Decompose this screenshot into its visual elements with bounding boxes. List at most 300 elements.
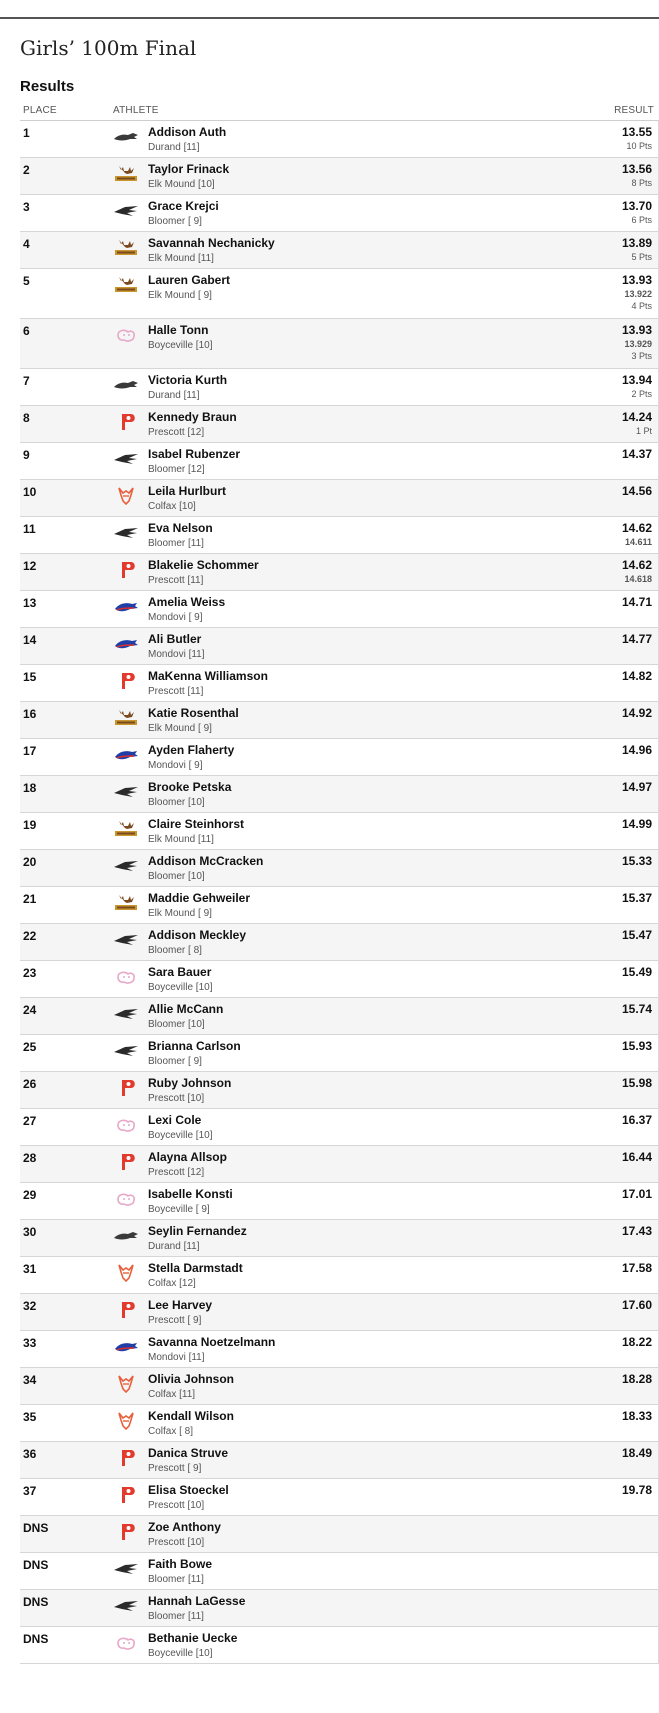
bloomer-blackhawk-logo-icon bbox=[113, 1005, 139, 1023]
athlete-name-link[interactable]: Olivia Johnson bbox=[148, 1372, 235, 1386]
result-cell bbox=[622, 1150, 652, 1165]
table-row bbox=[20, 998, 659, 1035]
points-value: 5 Pts bbox=[631, 252, 652, 262]
place-cell: DNS bbox=[23, 1595, 49, 1609]
colfax-viking-logo-icon bbox=[113, 487, 139, 505]
team-name-link[interactable]: Mondovi [ 9] bbox=[148, 612, 203, 623]
top-divider bbox=[0, 17, 659, 19]
prescott-p-logo-icon bbox=[113, 1301, 139, 1319]
elk-mound-mounders-logo-icon bbox=[113, 820, 139, 838]
page-title: Girls’ 100m Final bbox=[20, 36, 197, 60]
result-mark: 14.92 bbox=[621, 706, 652, 720]
result-mark: 18.22 bbox=[621, 1335, 652, 1349]
result-mark: 14.71 bbox=[621, 595, 652, 609]
place-cell: 4 bbox=[23, 237, 30, 251]
team-name-link[interactable]: Bloomer [10] bbox=[148, 1019, 205, 1030]
result-mark: 13.56 bbox=[621, 162, 652, 176]
athlete-name-link[interactable]: Lexi Cole bbox=[148, 1113, 202, 1127]
athlete-name-link[interactable]: Kennedy Braun bbox=[148, 410, 237, 424]
result-cell bbox=[622, 928, 652, 943]
team-name-link[interactable]: Prescott [10] bbox=[148, 1093, 205, 1104]
table-row bbox=[20, 887, 659, 924]
table-row bbox=[20, 1257, 659, 1294]
table-row bbox=[20, 269, 659, 319]
result-cell bbox=[622, 323, 652, 362]
place-cell: 13 bbox=[23, 596, 37, 610]
place-cell: 15 bbox=[23, 670, 37, 684]
elk-mound-mounders-logo-icon bbox=[113, 894, 139, 912]
points-value: 8 Pts bbox=[631, 178, 652, 188]
points-value: 1 Pt bbox=[635, 426, 652, 436]
team-name-link[interactable]: Boyceville [10] bbox=[148, 982, 213, 993]
table-row bbox=[20, 1553, 659, 1590]
result-cell bbox=[622, 1187, 652, 1202]
team-name-link[interactable]: Prescott [11] bbox=[148, 575, 204, 586]
athlete-name-link[interactable]: Halle Tonn bbox=[148, 323, 209, 337]
table-row bbox=[20, 1479, 659, 1516]
colfax-viking-logo-icon bbox=[113, 1375, 139, 1393]
table-row bbox=[20, 591, 659, 628]
place-cell: 6 bbox=[23, 324, 30, 338]
result-cell bbox=[622, 965, 652, 980]
column-header-place: PLACE bbox=[23, 105, 57, 116]
team-name-link[interactable]: Prescott [ 9] bbox=[148, 1315, 202, 1326]
column-header-result: RESULT bbox=[614, 105, 654, 116]
bloomer-blackhawk-logo-icon bbox=[113, 1042, 139, 1060]
tiebreak-time: 14.618 bbox=[624, 574, 652, 584]
boyceville-bulldog-logo-icon bbox=[113, 968, 139, 986]
athlete-name-link[interactable]: Isabelle Konsti bbox=[148, 1187, 233, 1201]
result-mark: 18.49 bbox=[621, 1446, 652, 1460]
result-cell bbox=[622, 1076, 652, 1091]
place-cell: 31 bbox=[23, 1262, 37, 1276]
result-cell bbox=[622, 891, 652, 906]
athlete-name-link[interactable]: Faith Bowe bbox=[148, 1557, 213, 1571]
result-mark: 18.33 bbox=[621, 1409, 652, 1423]
result-mark: 14.37 bbox=[621, 447, 652, 461]
team-name-link[interactable]: Colfax [ 8] bbox=[148, 1426, 194, 1437]
colfax-viking-logo-icon bbox=[113, 1412, 139, 1430]
table-row bbox=[20, 813, 659, 850]
table-row bbox=[20, 1183, 659, 1220]
result-mark: 14.62 bbox=[621, 521, 652, 535]
athlete-name-link[interactable]: Brianna Carlson bbox=[148, 1039, 241, 1053]
team-name-link[interactable]: Mondovi [11] bbox=[148, 649, 205, 660]
athlete-name-link[interactable]: Addison Meckley bbox=[148, 928, 247, 942]
place-cell: 9 bbox=[23, 448, 30, 462]
athlete-name-link[interactable]: Allie McCann bbox=[148, 1002, 224, 1016]
place-cell: 5 bbox=[23, 274, 30, 288]
athlete-name-link[interactable]: Stella Darmstadt bbox=[148, 1261, 243, 1275]
athlete-name-link[interactable]: Brooke Petska bbox=[148, 780, 232, 794]
place-cell: 1 bbox=[23, 126, 30, 140]
place-cell: 19 bbox=[23, 818, 37, 832]
athlete-name-link[interactable]: MaKenna Williamson bbox=[148, 669, 268, 683]
prescott-p-logo-icon bbox=[113, 1079, 139, 1097]
result-cell bbox=[622, 1039, 652, 1054]
prescott-p-logo-icon bbox=[113, 1486, 139, 1504]
table-row bbox=[20, 480, 659, 517]
mondovi-buffalo-logo-icon bbox=[113, 746, 139, 764]
team-name-link[interactable]: Elk Mound [ 9] bbox=[148, 290, 212, 301]
bloomer-blackhawk-logo-icon bbox=[113, 202, 139, 220]
result-mark: 17.43 bbox=[621, 1224, 652, 1238]
result-cell bbox=[622, 1335, 652, 1350]
colfax-viking-logo-icon bbox=[113, 1264, 139, 1282]
table-row bbox=[20, 1035, 659, 1072]
table-row bbox=[20, 158, 659, 195]
table-row bbox=[20, 406, 659, 443]
table-row bbox=[20, 195, 659, 232]
result-cell bbox=[622, 1224, 652, 1239]
boyceville-bulldog-logo-icon bbox=[113, 1116, 139, 1134]
bloomer-blackhawk-logo-icon bbox=[113, 783, 139, 801]
points-value: 6 Pts bbox=[631, 215, 652, 225]
athlete-name-link[interactable]: Addison Auth bbox=[148, 125, 227, 139]
results-table bbox=[20, 100, 659, 1664]
athlete-name-link[interactable]: Ali Butler bbox=[148, 632, 202, 646]
result-cell bbox=[622, 162, 652, 189]
place-cell: 16 bbox=[23, 707, 37, 721]
tiebreak-time: 13.929 bbox=[624, 339, 652, 349]
result-cell bbox=[622, 236, 652, 263]
place-cell: 29 bbox=[23, 1188, 37, 1202]
athlete-name-link[interactable]: Grace Krejci bbox=[148, 199, 219, 213]
team-name-link[interactable]: Mondovi [ 9] bbox=[148, 760, 203, 771]
athlete-name-link[interactable]: Zoe Anthony bbox=[148, 1520, 221, 1534]
result-mark: 15.49 bbox=[621, 965, 652, 979]
prescott-p-logo-icon bbox=[113, 1523, 139, 1541]
place-cell: 10 bbox=[23, 485, 37, 499]
place-cell: 11 bbox=[23, 522, 36, 536]
table-row bbox=[20, 1442, 659, 1479]
boyceville-bulldog-logo-icon bbox=[113, 326, 139, 344]
result-mark: 13.94 bbox=[621, 373, 652, 387]
table-row bbox=[20, 554, 659, 591]
team-name-link[interactable]: Durand [11] bbox=[148, 142, 200, 153]
team-name-link[interactable]: Boyceville [10] bbox=[148, 1130, 213, 1141]
athlete-name-link[interactable]: Kendall Wilson bbox=[148, 1409, 234, 1423]
result-mark: 13.93 bbox=[621, 323, 652, 337]
team-name-link[interactable]: Bloomer [ 9] bbox=[148, 1056, 202, 1067]
prescott-p-logo-icon bbox=[113, 672, 139, 690]
athlete-name-link[interactable]: Eva Nelson bbox=[148, 521, 213, 535]
table-row bbox=[20, 924, 659, 961]
bloomer-blackhawk-logo-icon bbox=[113, 450, 139, 468]
result-mark: 14.96 bbox=[621, 743, 652, 757]
result-cell bbox=[622, 595, 652, 610]
place-cell: 7 bbox=[23, 374, 30, 388]
table-row bbox=[20, 1516, 659, 1553]
team-name-link[interactable]: Bloomer [ 9] bbox=[148, 216, 202, 227]
team-name-link[interactable]: Durand [11] bbox=[148, 1241, 200, 1252]
result-cell bbox=[622, 854, 652, 869]
team-name-link[interactable]: Bloomer [11] bbox=[148, 1611, 204, 1622]
result-cell bbox=[622, 1483, 652, 1498]
team-name-link[interactable]: Boyceville [10] bbox=[148, 340, 213, 351]
result-mark: 15.74 bbox=[621, 1002, 652, 1016]
result-mark: 14.99 bbox=[621, 817, 652, 831]
team-name-link[interactable]: Elk Mound [ 9] bbox=[148, 723, 212, 734]
boyceville-bulldog-logo-icon bbox=[113, 1634, 139, 1652]
table-row bbox=[20, 739, 659, 776]
team-name-link[interactable]: Bloomer [11] bbox=[148, 538, 204, 549]
table-row bbox=[20, 443, 659, 480]
tiebreak-time: 13.922 bbox=[624, 289, 652, 299]
team-name-link[interactable]: Bloomer [12] bbox=[148, 464, 205, 475]
place-cell: 8 bbox=[23, 411, 30, 425]
table-row bbox=[20, 776, 659, 813]
place-cell: 3 bbox=[23, 200, 30, 214]
place-cell: 28 bbox=[23, 1151, 37, 1165]
athlete-name-link[interactable]: Amelia Weiss bbox=[148, 595, 226, 609]
durand-panther-logo-icon bbox=[113, 1227, 139, 1245]
place-cell: 32 bbox=[23, 1299, 37, 1313]
team-name-link[interactable]: Colfax [10] bbox=[148, 501, 196, 512]
place-cell: 21 bbox=[23, 892, 37, 906]
team-name-link[interactable]: Prescott [10] bbox=[148, 1500, 205, 1511]
result-mark: 16.37 bbox=[621, 1113, 652, 1127]
table-row bbox=[20, 319, 659, 369]
athlete-name-link[interactable]: Lauren Gabert bbox=[148, 273, 231, 287]
result-cell bbox=[622, 669, 652, 684]
elk-mound-mounders-logo-icon bbox=[113, 165, 139, 183]
team-name-link[interactable]: Bloomer [11] bbox=[148, 1574, 204, 1585]
team-name-link[interactable]: Elk Mound [ 9] bbox=[148, 908, 212, 919]
points-value: 2 Pts bbox=[631, 389, 652, 399]
result-mark: 15.37 bbox=[621, 891, 652, 905]
place-cell: 18 bbox=[23, 781, 37, 795]
team-name-link[interactable]: Colfax [12] bbox=[148, 1278, 196, 1289]
points-value: 10 Pts bbox=[626, 141, 652, 151]
athlete-name-link[interactable]: Isabel Rubenzer bbox=[148, 447, 241, 461]
result-cell bbox=[622, 1261, 652, 1276]
result-mark: 17.01 bbox=[621, 1187, 652, 1201]
place-cell: 37 bbox=[23, 1484, 37, 1498]
athlete-name-link[interactable]: Hannah LaGesse bbox=[148, 1594, 246, 1608]
team-name-link[interactable]: Boyceville [10] bbox=[148, 1648, 213, 1659]
table-row bbox=[20, 1590, 659, 1627]
athlete-name-link[interactable]: Claire Steinhorst bbox=[148, 817, 245, 831]
athlete-name-link[interactable]: Leila Hurlburt bbox=[148, 484, 227, 498]
result-cell bbox=[622, 632, 652, 647]
place-cell: 34 bbox=[23, 1373, 37, 1387]
bloomer-blackhawk-logo-icon bbox=[113, 1597, 139, 1615]
result-mark: 14.82 bbox=[621, 669, 652, 683]
prescott-p-logo-icon bbox=[113, 413, 139, 431]
result-cell bbox=[622, 199, 652, 226]
result-cell bbox=[622, 817, 652, 832]
athlete-name-link[interactable]: Taylor Frinack bbox=[148, 162, 230, 176]
result-mark: 14.56 bbox=[621, 484, 652, 498]
result-mark: 17.60 bbox=[621, 1298, 652, 1312]
team-name-link[interactable]: Prescott [12] bbox=[148, 427, 205, 438]
result-cell bbox=[622, 125, 652, 152]
table-row bbox=[20, 702, 659, 739]
place-cell: DNS bbox=[23, 1558, 49, 1572]
place-cell: 17 bbox=[23, 744, 37, 758]
result-cell bbox=[622, 1113, 652, 1128]
athlete-name-link[interactable]: Savannah Nechanicky bbox=[148, 236, 275, 250]
athlete-name-link[interactable]: Addison McCracken bbox=[148, 854, 264, 868]
athlete-name-link[interactable]: Ruby Johnson bbox=[148, 1076, 232, 1090]
table-row bbox=[20, 1405, 659, 1442]
result-mark: 15.93 bbox=[621, 1039, 652, 1053]
athlete-name-link[interactable]: Danica Struve bbox=[148, 1446, 229, 1460]
athlete-name-link[interactable]: Lee Harvey bbox=[148, 1298, 213, 1312]
place-cell: DNS bbox=[23, 1632, 49, 1646]
team-name-link[interactable]: Elk Mound [10] bbox=[148, 179, 215, 190]
result-mark: 13.70 bbox=[621, 199, 652, 213]
team-name-link[interactable]: Prescott [10] bbox=[148, 1537, 205, 1548]
athlete-name-link[interactable]: Elisa Stoeckel bbox=[148, 1483, 229, 1497]
athlete-name-link[interactable]: Katie Rosenthal bbox=[148, 706, 239, 720]
table-row bbox=[20, 1294, 659, 1331]
team-name-link[interactable]: Boyceville [ 9] bbox=[148, 1204, 210, 1215]
prescott-p-logo-icon bbox=[113, 1153, 139, 1171]
place-cell: 27 bbox=[23, 1114, 37, 1128]
table-row bbox=[20, 850, 659, 887]
prescott-p-logo-icon bbox=[113, 561, 139, 579]
place-cell: 35 bbox=[23, 1410, 37, 1424]
team-name-link[interactable]: Bloomer [ 8] bbox=[148, 945, 202, 956]
result-cell bbox=[622, 1002, 652, 1017]
place-cell: 23 bbox=[23, 966, 37, 980]
table-row bbox=[20, 1368, 659, 1405]
result-mark: 14.62 bbox=[621, 558, 652, 572]
result-mark: 14.77 bbox=[621, 632, 652, 646]
table-row bbox=[20, 232, 659, 269]
team-name-link[interactable]: Colfax [11] bbox=[148, 1389, 196, 1400]
result-cell bbox=[622, 706, 652, 721]
points-value: 4 Pts bbox=[631, 301, 652, 311]
athlete-name-link[interactable]: Savanna Noetzelmann bbox=[148, 1335, 276, 1349]
result-cell bbox=[622, 558, 652, 585]
mondovi-buffalo-logo-icon bbox=[113, 598, 139, 616]
team-name-link[interactable]: Bloomer [10] bbox=[148, 871, 205, 882]
result-cell bbox=[622, 743, 652, 758]
team-name-link[interactable]: Elk Mound [11] bbox=[148, 834, 214, 845]
athlete-name-link[interactable]: Seylin Fernandez bbox=[148, 1224, 247, 1238]
team-name-link[interactable]: Elk Mound [11] bbox=[148, 253, 214, 264]
athlete-name-link[interactable]: Maddie Gehweiler bbox=[148, 891, 251, 905]
result-mark: 16.44 bbox=[621, 1150, 652, 1164]
result-mark: 19.78 bbox=[621, 1483, 652, 1497]
results-rows bbox=[20, 121, 659, 1664]
place-cell: DNS bbox=[23, 1521, 49, 1535]
result-mark: 15.47 bbox=[621, 928, 652, 942]
result-cell bbox=[622, 1409, 652, 1424]
table-row bbox=[20, 517, 659, 554]
place-cell: 26 bbox=[23, 1077, 37, 1091]
table-row bbox=[20, 369, 659, 406]
bloomer-blackhawk-logo-icon bbox=[113, 1560, 139, 1578]
elk-mound-mounders-logo-icon bbox=[113, 239, 139, 257]
table-row bbox=[20, 121, 659, 158]
table-row bbox=[20, 665, 659, 702]
result-mark: 13.93 bbox=[621, 273, 652, 287]
result-cell bbox=[622, 447, 652, 462]
mondovi-buffalo-logo-icon bbox=[113, 1338, 139, 1356]
elk-mound-mounders-logo-icon bbox=[113, 709, 139, 727]
points-value: 3 Pts bbox=[631, 351, 652, 361]
place-cell: 24 bbox=[23, 1003, 37, 1017]
table-header bbox=[20, 100, 659, 121]
table-row bbox=[20, 1220, 659, 1257]
place-cell: 30 bbox=[23, 1225, 37, 1239]
mondovi-buffalo-logo-icon bbox=[113, 635, 139, 653]
result-mark: 18.28 bbox=[621, 1372, 652, 1386]
bloomer-blackhawk-logo-icon bbox=[113, 931, 139, 949]
table-row bbox=[20, 628, 659, 665]
table-row bbox=[20, 1331, 659, 1368]
team-name-link[interactable]: Mondovi [11] bbox=[148, 1352, 205, 1363]
result-cell bbox=[622, 521, 652, 548]
team-name-link[interactable]: Prescott [12] bbox=[148, 1167, 205, 1178]
result-cell bbox=[622, 780, 652, 795]
athlete-name-link[interactable]: Victoria Kurth bbox=[148, 373, 228, 387]
table-row bbox=[20, 1109, 659, 1146]
athlete-name-link[interactable]: Alayna Allsop bbox=[148, 1150, 227, 1164]
athlete-name-link[interactable]: Sara Bauer bbox=[148, 965, 212, 979]
result-cell bbox=[622, 484, 652, 499]
tiebreak-time: 14.611 bbox=[624, 537, 652, 547]
result-cell bbox=[622, 1298, 652, 1313]
prescott-p-logo-icon bbox=[113, 1449, 139, 1467]
result-mark: 14.97 bbox=[621, 780, 652, 794]
result-mark: 13.55 bbox=[621, 125, 652, 139]
result-cell bbox=[622, 273, 652, 312]
table-row bbox=[20, 1146, 659, 1183]
athlete-name-link[interactable]: Bethanie Uecke bbox=[148, 1631, 238, 1645]
result-mark: 13.89 bbox=[621, 236, 652, 250]
table-row bbox=[20, 1627, 659, 1664]
section-title: Results bbox=[20, 78, 75, 95]
result-mark: 15.98 bbox=[621, 1076, 652, 1090]
boyceville-bulldog-logo-icon bbox=[113, 1190, 139, 1208]
durand-panther-logo-icon bbox=[113, 376, 139, 394]
athlete-name-link[interactable]: Ayden Flaherty bbox=[148, 743, 235, 757]
team-name-link[interactable]: Durand [11] bbox=[148, 390, 200, 401]
place-cell: 25 bbox=[23, 1040, 37, 1054]
place-cell: 14 bbox=[23, 633, 37, 647]
result-mark: 17.58 bbox=[621, 1261, 652, 1275]
team-name-link[interactable]: Prescott [ 9] bbox=[148, 1463, 202, 1474]
table-row bbox=[20, 961, 659, 998]
result-mark: 15.33 bbox=[621, 854, 652, 868]
team-name-link[interactable]: Prescott [11] bbox=[148, 686, 204, 697]
result-cell bbox=[622, 1446, 652, 1461]
result-cell bbox=[622, 410, 652, 437]
place-cell: 12 bbox=[23, 559, 37, 573]
result-mark: 14.24 bbox=[621, 410, 652, 424]
athlete-name-link[interactable]: Blakelie Schommer bbox=[148, 558, 259, 572]
place-cell: 22 bbox=[23, 929, 37, 943]
place-cell: 33 bbox=[23, 1336, 37, 1350]
place-cell: 2 bbox=[23, 163, 30, 177]
column-header-athlete: ATHLETE bbox=[113, 105, 159, 116]
elk-mound-mounders-logo-icon bbox=[113, 276, 139, 294]
bloomer-blackhawk-logo-icon bbox=[113, 857, 139, 875]
place-cell: 20 bbox=[23, 855, 37, 869]
place-cell: 36 bbox=[23, 1447, 37, 1461]
table-row bbox=[20, 1072, 659, 1109]
result-cell bbox=[622, 1372, 652, 1387]
team-name-link[interactable]: Bloomer [10] bbox=[148, 797, 205, 808]
bloomer-blackhawk-logo-icon bbox=[113, 524, 139, 542]
result-cell bbox=[622, 373, 652, 400]
durand-panther-logo-icon bbox=[113, 128, 139, 146]
